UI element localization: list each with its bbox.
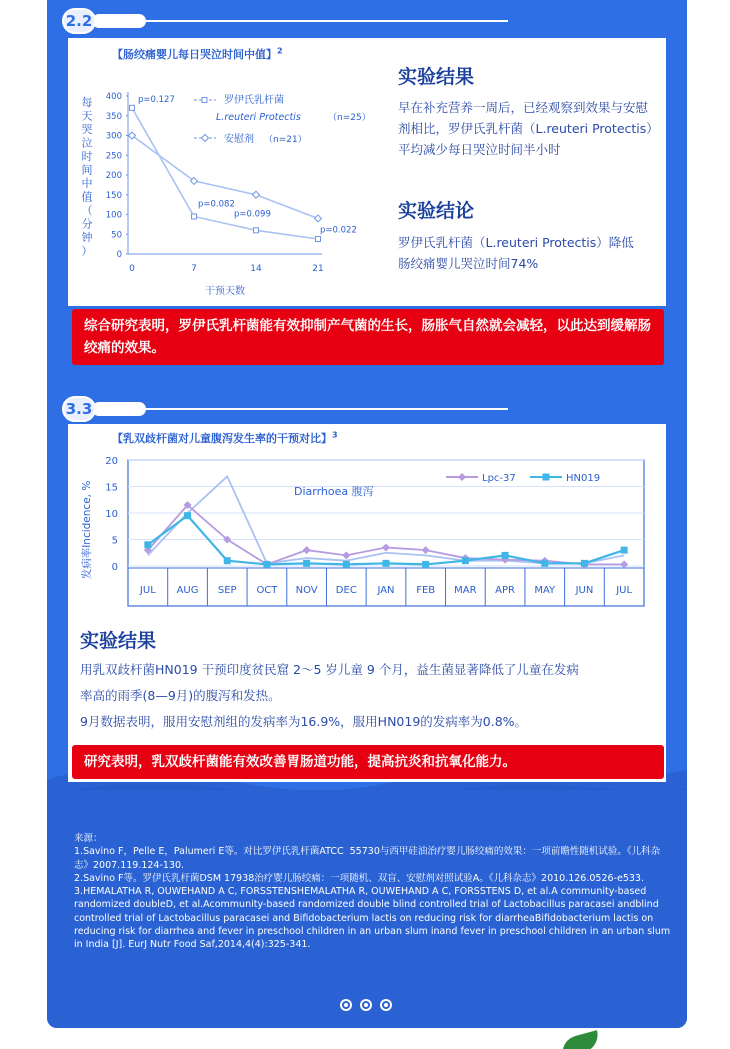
x-tick-label: AUG bbox=[176, 585, 199, 596]
p-value-annotation: p=0.022 bbox=[320, 225, 357, 236]
x-tick-label: DEC bbox=[335, 585, 357, 596]
x-tick-label: 21 bbox=[312, 264, 324, 274]
y-tick-label: 300 bbox=[105, 131, 122, 142]
legend-placebo-n: （n=21） bbox=[264, 135, 307, 145]
leaf-icon bbox=[558, 1030, 601, 1049]
diarrhoea-incidence-chart bbox=[74, 450, 656, 610]
pagination-dots bbox=[340, 999, 392, 1011]
pagination-dot[interactable] bbox=[360, 999, 372, 1011]
series-hn019-point bbox=[263, 561, 270, 568]
y-axis-label-char: 泣 bbox=[81, 136, 93, 150]
y-axis-label-char: 中 bbox=[81, 177, 93, 190]
y-tick-label: 10 bbox=[105, 509, 118, 520]
section1-conclusion-heading: 实验结论 bbox=[398, 200, 475, 222]
series-hn019-point bbox=[224, 557, 231, 564]
section2-red-note: 研究表明，乳双歧杆菌能有效改善胃肠道功能，提高抗炎和抗氧化能力。 bbox=[72, 745, 664, 779]
series-reuteri-point bbox=[130, 105, 135, 110]
p-value-annotation: p=0.099 bbox=[234, 209, 271, 220]
references bbox=[74, 832, 674, 952]
series-hn019-point bbox=[502, 552, 509, 559]
y-axis-label-char: 时 bbox=[81, 150, 93, 163]
y-tick-label: 400 bbox=[105, 92, 122, 102]
section2-chart-title: 【乳双歧杆菌对儿童腹泻发生率的干预对比】$^3$ bbox=[112, 430, 338, 445]
x-axis-label: 干预天数 bbox=[205, 286, 245, 297]
legend-placebo-marker bbox=[202, 135, 209, 142]
y-tick-label: 0 bbox=[111, 562, 118, 573]
x-tick-label: FEB bbox=[416, 585, 436, 596]
y-tick-label: 0 bbox=[116, 250, 122, 260]
y-tick-label: 200 bbox=[105, 171, 122, 181]
y-axis-label-char: 哭 bbox=[81, 123, 93, 136]
series-placebo-point bbox=[315, 215, 322, 222]
series-hn019-point bbox=[621, 547, 628, 554]
series-hn019-point bbox=[581, 560, 588, 567]
section2-result-line1: 用乳双歧杆菌HN019 干预印度贫民窟 2～5 岁儿童 9 个月，益生菌显著降低了儿童在发病 bbox=[80, 662, 579, 677]
chart-inner-label: Diarrhoea 腹泻 bbox=[294, 485, 374, 498]
y-tick-label: 150 bbox=[105, 190, 122, 201]
series-placebo-point bbox=[253, 191, 260, 198]
series-hn019-point bbox=[184, 512, 191, 519]
section2-result-line3: 9月数据表明，服用安慰剂组的发病率为16.9%，服用HN019的发病率为0.8%。 bbox=[80, 714, 528, 729]
legend-reuteri-label-en: L.reuteri Protectis bbox=[216, 112, 301, 123]
series-hn019-point bbox=[343, 561, 350, 568]
y-axis-label: 发病率Incidence, % bbox=[81, 480, 93, 580]
y-tick-label: 100 bbox=[105, 210, 122, 221]
p-value-annotation: p=0.127 bbox=[138, 94, 175, 105]
section2-line bbox=[120, 408, 508, 410]
y-tick-label: 50 bbox=[111, 230, 122, 241]
y-tick-label: 15 bbox=[105, 482, 118, 494]
x-tick-label: 14 bbox=[250, 264, 262, 274]
reference-item: 3.HEMALATHA R, OUWEHAND A C, FORSSTENSHEMALATHA R, OUWEHAND A C, FORSSTENS D, et al.A community-based randomized doubleD, et al.Acommunity-based randomized double blind controlled trial of Lactobacillus paracasei andblind controlled trial of Lactobacillus paracasei and Bifidobacterium lactis on reducing risk for diarrheaBifidobacterium lactis on reducing risk for diarrhea and fever in preschool children in an urban slum inand fever in preschool children in an urban slum in India [J]. EurJ Nutr Food Saf,2014,4(4):325-341. bbox=[74, 886, 674, 951]
x-tick-label: NOV bbox=[295, 585, 318, 596]
x-tick-label: SEP bbox=[217, 585, 237, 596]
y-tick-label: 20 bbox=[105, 456, 118, 467]
series-hn019-point bbox=[303, 560, 310, 567]
section1-result-heading: 实验结果 bbox=[398, 66, 475, 88]
y-tick-label: 350 bbox=[105, 111, 122, 122]
p-value-annotation: p=0.082 bbox=[198, 199, 235, 210]
pagination-dot[interactable] bbox=[380, 999, 392, 1011]
x-tick-label: OCT bbox=[256, 585, 278, 596]
legend-hn019-label: HN019 bbox=[566, 473, 601, 484]
y-tick-label: 5 bbox=[111, 535, 118, 547]
legend-placebo-label: 安慰剂 bbox=[224, 134, 254, 145]
section1-badge: 2.2 bbox=[62, 8, 96, 34]
y-axis-label-char: 天 bbox=[81, 109, 93, 123]
section2-result-line2: 率高的雨季(8—9月)的腹泻和发热。 bbox=[80, 688, 281, 703]
x-tick-label: JUN bbox=[575, 585, 594, 596]
series-reuteri-point bbox=[192, 214, 197, 219]
crying-time-chart bbox=[74, 70, 394, 302]
x-tick-label: JUL bbox=[616, 585, 633, 596]
y-axis-label-char: 钟 bbox=[81, 231, 93, 244]
pagination-dot[interactable] bbox=[340, 999, 352, 1011]
y-axis-label-char: 每 bbox=[81, 96, 93, 109]
x-tick-label: MAY bbox=[534, 585, 556, 596]
section1-red-note: 综合研究表明，罗伊氏乳杆菌能有效抑制产气菌的生长，肠胀气自然就会减轻，以此达到缓解肠绞痛的效果。 bbox=[72, 309, 664, 365]
section1-chart-title: 【肠绞痛婴儿每日哭泣时间中值】$^2$ bbox=[112, 46, 283, 61]
references-heading: 来源： bbox=[74, 833, 103, 844]
series-hn019-point bbox=[144, 541, 151, 548]
x-tick-label: JUL bbox=[139, 585, 156, 596]
section2-result-heading: 实验结果 bbox=[80, 630, 157, 652]
x-tick-label: JAN bbox=[377, 585, 395, 596]
x-tick-label: 7 bbox=[191, 264, 197, 274]
series-hn019-point bbox=[541, 560, 548, 567]
series-hn019-point bbox=[383, 560, 390, 567]
x-tick-label: APR bbox=[495, 585, 515, 596]
y-axis-label-char: 值 bbox=[81, 190, 93, 204]
series-hn019-point bbox=[422, 561, 429, 568]
series-reuteri-point bbox=[316, 236, 321, 241]
legend-reuteri-marker bbox=[202, 98, 207, 103]
section1-line bbox=[120, 20, 508, 22]
legend-lpc37-label: Lpc-37 bbox=[482, 473, 516, 484]
series-hn019-point bbox=[462, 557, 469, 564]
section1-conclusion-text: 罗伊氏乳杆菌（L.reuteri Protectis）降低肠绞痛婴儿哭泣时间74% bbox=[398, 235, 634, 271]
legend-reuteri-label: 罗伊氏乳杆菌 bbox=[224, 95, 284, 106]
y-axis-label-char: （ bbox=[81, 204, 93, 217]
y-axis-label-char: 间 bbox=[81, 163, 93, 177]
y-axis-label-char: ） bbox=[81, 244, 93, 258]
y-tick-label: 250 bbox=[105, 151, 122, 162]
section1-result-text: 早在补充营养一周后，已经观察到效果与安慰剂相比，罗伊氏乳杆菌（L.reuteri Protectis）平均减少每日哭泣时间半小时 bbox=[398, 100, 659, 157]
reference-item: 2.Savino F等。罗伊氏乳杆菌DSM 17938治疗婴儿肠绞痛：一项随机、双盲、安慰剂对照试验A。《儿科杂志》2010.126.0526-e533. bbox=[74, 872, 644, 884]
x-tick-label: MAR bbox=[454, 585, 477, 596]
series-reuteri-point bbox=[254, 228, 259, 233]
legend-hn019-marker bbox=[543, 474, 550, 481]
reference-item: 1.Savino F，Pelle E，Palumeri E等。对比罗伊氏乳杆菌ATCC 55730与西甲硅油治疗婴儿肠绞痛的效果：一项前瞻性随机试验。《儿科杂志》2007.119.124-130. bbox=[74, 846, 661, 871]
legend-reuteri-n: （n=25） bbox=[328, 113, 371, 123]
x-tick-label: 0 bbox=[129, 264, 135, 274]
series-reuteri-line bbox=[132, 108, 318, 239]
y-axis-label-char: 分 bbox=[81, 217, 93, 231]
section2-badge: 3.3 bbox=[62, 396, 96, 422]
